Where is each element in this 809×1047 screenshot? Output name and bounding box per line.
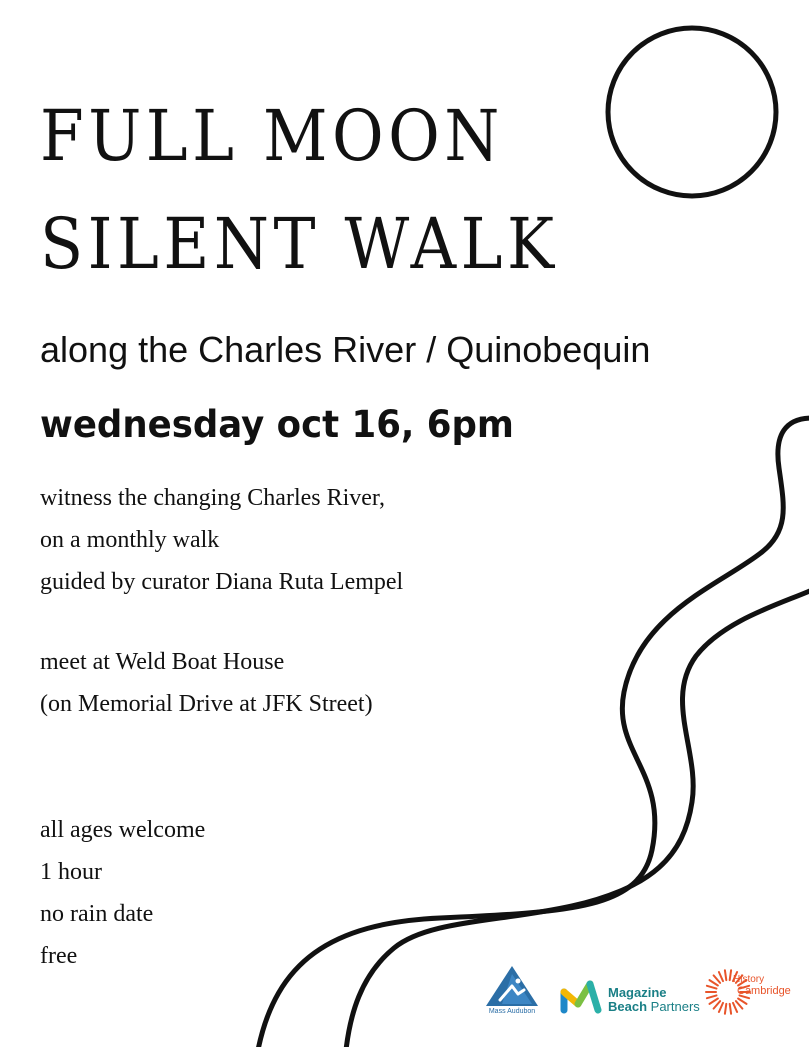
sunburst-ray xyxy=(730,1004,731,1014)
event-datetime: wednesday oct 16, 6pm xyxy=(40,403,514,446)
event-info-list xyxy=(40,809,205,977)
sponsor-logos xyxy=(478,962,798,1022)
history-cambridge-logo xyxy=(704,966,798,1018)
sunburst-ray xyxy=(710,999,718,1004)
sunburst-ray xyxy=(733,1003,737,1012)
magazine-beach-logo xyxy=(560,974,700,1018)
meeting-location xyxy=(40,641,373,725)
title-line-1: FULL MOON xyxy=(40,95,504,177)
sunburst-ray xyxy=(719,1003,723,1012)
mass-audubon-caption: Mass Audubon xyxy=(488,1008,536,1015)
info-item: 1 hour xyxy=(40,859,102,885)
magazine-beach-bold: Beach xyxy=(608,999,648,1014)
event-subtitle: along the Charles River / Quinobequin xyxy=(40,329,651,370)
magazine-beach-rest: Partners xyxy=(650,999,700,1014)
sunburst-ray xyxy=(714,1001,721,1009)
location-line: (on Memorial Drive at JFK Street) xyxy=(40,691,373,717)
event-title xyxy=(40,82,559,298)
location-line: meet at Weld Boat House xyxy=(40,649,285,675)
sunburst-ray xyxy=(707,995,717,998)
magazine-beach-subname xyxy=(608,1000,700,1014)
sunburst-ray xyxy=(725,970,726,980)
description-line: witness the changing Charles River, xyxy=(40,485,385,511)
history-cambridge-line-2: Cambridge xyxy=(737,985,791,997)
event-description xyxy=(40,477,403,603)
info-item: all ages welcome xyxy=(40,817,206,843)
sunburst-ray xyxy=(730,970,731,980)
colorful-m-icon xyxy=(560,974,604,1014)
description-line: on a monthly walk xyxy=(40,527,220,553)
info-item: free xyxy=(40,943,78,969)
mass-audubon-logo xyxy=(482,964,542,1020)
sunburst-ray xyxy=(725,1004,726,1014)
history-cambridge-line-1: History xyxy=(733,974,765,985)
sunburst-ray xyxy=(736,1001,743,1009)
description-line: guided by curator Diana Ruta Lempel xyxy=(40,569,404,595)
sunburst-ray xyxy=(738,999,746,1004)
title-line-2: SILENT WALK xyxy=(40,203,559,285)
full-moon-icon xyxy=(608,28,776,196)
sunburst-ray xyxy=(714,975,721,983)
sunburst-ray xyxy=(710,980,718,985)
heron-triangle-icon xyxy=(482,964,542,1008)
sunburst-ray xyxy=(719,972,723,981)
info-item: no rain date xyxy=(40,901,154,927)
magazine-beach-name: Magazine xyxy=(608,985,667,1000)
sunburst-ray xyxy=(707,986,717,989)
